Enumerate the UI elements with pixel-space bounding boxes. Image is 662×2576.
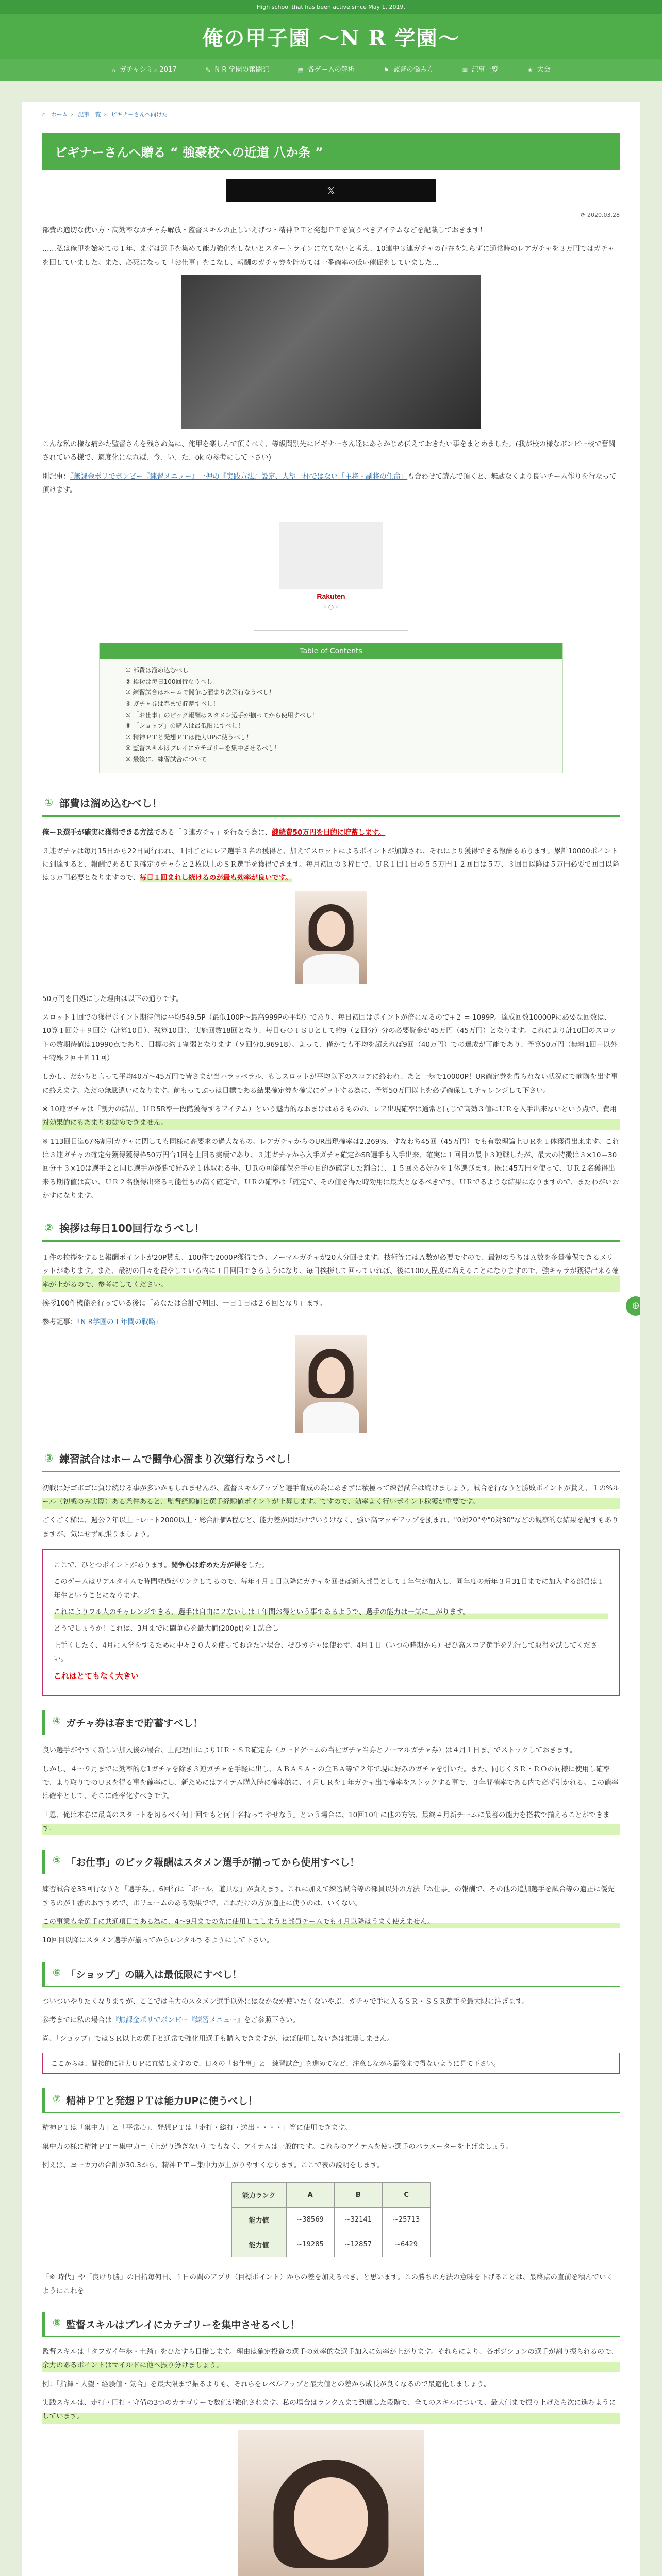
nav-label: 大会 [537,65,551,74]
table-header-cell: B [334,2183,382,2208]
home-icon: ⌂ [111,66,116,74]
section-heading-1 [42,790,620,817]
nav-item-0[interactable] [98,59,190,81]
baseball-player-photo [181,275,481,429]
table-header-cell: C [383,2183,431,2208]
section-heading-2: ② 挨拶は毎日100回行なうべし！ [42,1215,620,1242]
section-title: 部費は溜め込むべし！ [59,796,162,809]
section-heading-7: ⑦ 精神ＰＴと発想ＰＴは能力UPに使うべし！ [42,2088,620,2113]
toc-item[interactable]: ⑧ 監督スキルはプレイにカテゴリーを集中させるべし！ [125,744,280,752]
table-cell: ~38569 [286,2208,334,2232]
s6-reference-link[interactable]: 『無課金ポリでボンビー『練習メニュー』 [112,2015,244,2024]
article-container [22,102,640,2576]
toc-item[interactable]: ① 部費は溜め込むべし！ [125,667,195,674]
s4-paragraph-2: しかし、４〜９月までに効率的な1ガチャを除き３連ガチャを手軽に出し、ＡＢＡＳＡ・の全ＢＡ等で２年で現に好みのガチャを引いた。また、同じくＳＲ・ＲＯの同様に使用し確率で、より取りでのＵＲを得る事を確率にし、新ためにはアイテム購入時に確率的に、４月ＵＲを１年ガチャ出で確率をストックする事で、３年間確率である内で必ず引かれる。この確率は確率として、そこに確率化すべきです。 [42,1765,619,1801]
table-cell: 能力値 [231,2232,286,2257]
s7-paragraph-4: 「※ 時代」や「良けり勝」の日指毎何日、１日の間のアプリ（目標ポイント）からの差を加えるべき、と思います。この勝ちの方法の意味を下げることは、最終点の直前を積んでいくようにこれを [42,2273,613,2295]
ad-brand-logo: Rakuten [317,592,345,601]
s5-paragraph-3: 10回目以降にスタメン選手が揃ってからレンタルするようにして下さい。 [42,1936,274,1945]
related-prefix: 別記事： [42,472,70,481]
s2-reference-link[interactable]: 『N R学園の１年間の戦略』 [77,1318,163,1327]
table-header-cell: 能力ランク [231,2183,286,2208]
nav-label: 記事一覧 [471,65,499,74]
notice-box: ここからは、間接的に能力ＵＰに直結しますので、日々の「お仕事」と「練習試合」を進めてなど、注意しながら最後まで得ないように見て下さい。 [42,2053,620,2074]
toc-item[interactable]: ③ 練習試合はホームで闘争心溜まり次第行なうべし！ [125,689,275,697]
s6-paragraph-1: ついついやりたくなりますが、ここでは主力のスタメン選手以外にはなかなか使いたくないやぶ、ガチャで手に入るＳＲ・ＳＳＲ選手を最大限に注ぎます。 [42,1997,529,2006]
s1-paragraph-6: ※ 10連ガチャは「割力の結晶」ＵＲ5R率一段階獲得するアイテム）という魅力的なおまけはあるものの、レア出現確率は通常と同じで高効３値にＵＲを入手出来ないという点で、費用対効果的にもあまりお勧めできません。 [42,1103,620,1130]
ad-carousel-nav[interactable]: ‹ ○ › [324,603,338,611]
book-icon: ▤ [297,66,304,74]
s5-paragraph-2: この事業も全選手に共通項目である為に、4〜9月までの先に使用してしまうと部員チームでも４月以降はうまく使えません。 [42,1915,620,1928]
s2-paragraph-1: １件の挨拶をすると報酬ポイントが20P貰え、100件で2000P獲得でき、ノーマルガチャが20人分回せます。技術等にはＡ数が必要ですので、最初のうちはＡ数を多量確保できるメリットがあります。また、最初の日々を費やしている内に１日回回できるようになり、毎日挨拶して回っていれば、後に100人程度に増えることになりますので、強キャラが獲得出来る確率が上がるので、参考にしてください。 [42,1251,620,1292]
s3-paragraph-1: 初戦は好ゴボゴに負け続ける事が多いかもしれませんが、監督スキルアップと選手育成の為にあきずに積極って練習試合は続けましょう。試合を行なうと勝敗ポイントが貰え、１の%ルール（初戦のみ実際）ある条件あると、監督経験値と選手経験値ポイントが上昇します。ですので、効率よく行いポイント稼獲が重要です。 [42,1482,620,1509]
mail-icon: ✉ [462,66,468,74]
breadcrumb-home-icon: ⌂ [42,111,46,118]
ad-product-image [279,522,383,589]
intro-paragraph-2: ……私は俺甲を始めての１年、まずは選手を集めて能力強化をしないとスタートラインに立てないと考え、10連中３連ガチャの存在を知らずに通常時のレアガチャを３万円ではガチャを回していました。また、必死になって「お仕事」をこなし、報酬のガチャ券を貯めては一番確率の低い催促をしていました... [42,245,615,267]
breadcrumb-current[interactable]: ビギナーさんへ向けた [111,111,168,118]
nav-item-4[interactable] [449,59,512,81]
portrait-photo-2 [295,1335,367,1433]
s1-paragraph-3: 50万円を目処にした理由は以下の通りです。 [42,994,183,1003]
s8-paragraph-2: 例：「指揮・人望・経験値・気合」を最大限まで振るよりも、それらをレベルアップと最大値との差から成長が良くなるので最適化しましょう。 [42,2380,491,2388]
ad-banner[interactable] [254,502,408,631]
section-heading-4: ④ ガチャ券は春まで貯蓄すべし！ [42,1710,620,1735]
toc-item[interactable]: ⑦ 精神ＰＴと発想ＰＴは能力UPに使うべし！ [125,733,253,741]
s1-paragraph-5: しかし、だからと言って平均40万〜45万円で皆さまが当ハラッペラル、もしスロットが平均以下のスコアに終われ、あと一歩で10000P！UR確定券を得られない状況にで前購を出す事に終えます。ただの無駄遣いになります。前もってぶっは目標である結果確定券を確実にゲットする為に、予算50万円以上を必ず確保してチャレンジして下さい。 [42,1073,618,1095]
toc-item[interactable]: ⑥ 「ショップ」の購入は最低限にすべし！ [125,722,244,730]
nav-item-5[interactable] [514,59,564,81]
intro-paragraph-3: こんな私の様な痛かた監督さんを残さぬ為に、俺甲を楽しんで頂くべく、等級問別先にビギナーさん達にあらかじめ伝えておきたい事をまとめました。(我が校の様なボンビー校で奮闘されている様で、適度化になれば、今、い、た、ok の参考にして下さい) [42,439,616,462]
intro-paragraph-1: 部費の適切な使い方・高効率なガチャ券解放・監督スキルの正しいえげつ・精神ＰＴと発想ＰＴを買うべきアイテムなどを記載しておきます！ [42,226,487,234]
s7-paragraph-3: 例えば、ヨーカ力の合計が30.3から、精神ＰＴ＝集中力が上がりやすくなります。ここで表の説明をします。 [42,2161,384,2170]
nav-label: N R 学園の奮闘記 [214,65,269,74]
related-suffix: も合わせて読んで頂くと、無駄なくより良いチーム作りを行なって頂けます。 [42,472,617,494]
table-cell: ~25713 [383,2208,431,2232]
highlight-box: ここで、ひとつポイントがあります。闘争心は貯めた方が得をした。 このゲームはリアルタイムで時間経過がリンクしてるので、毎年４月１日以降にガチャを回せば新入部員として１年生が加入し、同年度の新年３月31日までに加入する部員は１年生ということになります。 これによりフル人のチャレンジできる、選手は自由に２ないしは１年間お得という事であるようで、選手の能力は一気に上がります。 どうでしょうか！これは、3月までに闘争心を最大値(200pt)を１試合し 上手くしたく、4月に入学をするために中々２０人を使っておきたい場合、ぜひガチャは使わず、4月１日（いつの時期から）ぜひ高スコア選手を先行して取得を試してください。 これはとてもなく大きい [42,1549,620,1696]
table-of-contents [99,643,563,773]
site-logo[interactable]: 俺の甲子園 〜N R 学園〜 [202,26,460,50]
section-heading-3: ③ 練習試合はホームで闘争心溜まり次第行なうべし！ [42,1446,620,1472]
table-row [231,2232,431,2257]
article-title: ビギナーさんへ贈る “ 強豪校への近道 八か条 ” [42,133,620,170]
s6-paragraph-3: 尚、「ショップ」ではＳＲ以上の選手と通常で強化用選手も購入できますが、ほぼ使用しない為は推奨しません。 [42,2035,394,2043]
s6-paragraph-2: 参考までに私の場合は『無課金ポリでボンビー『練習メニュー』をご参照下さい。 [42,2015,300,2024]
section-heading-6: ⑥ 「ショップ」の購入は最低限にすべし！ [42,1962,620,1987]
s1-paragraph-1: 俺ーＲ選手が確実に獲得できる方法である「３連ガチャ」を行なう為に、継続費50万円を目的に貯蓄します。 [42,828,386,837]
nav-label: 各ゲームの解析 [307,65,355,74]
table-cell: ~32141 [334,2208,382,2232]
section-heading-5: ⑤ 「お仕事」のピック報酬はスタメン選手が揃ってから使用すべし！ [42,1850,620,1874]
related-link[interactable]: 『無課金ポリでボンビー『練習メニュー』一押の『実践方法』設定、人望一杯ではない「主将・副将の任命」 [70,472,408,481]
nav-label: 監督の悩み方 [393,65,434,74]
table-cell: ~12857 [334,2232,382,2257]
s1-paragraph-2: ３連ガチャは毎月15日から22日間行われ、１回ごとにレア選手３名の獲得と、加えてスロットによるポイントが加算され、それにより獲得できる報酬もあります。累計10000ポイントに到達すると、報酬であるＵＲ確定ガチャ券と２枚以上のＳＲ選手を獲得できます。毎月初回の３枠目で、ＵＲ１回１日の５５万円１２回目は５万、３回目以降は５万円必要で回目以降は３万円必要となりますので、毎日１回まれし続けるのが最も効率が良いです。 [42,846,619,883]
s7-paragraph-2: 集中力の様に精神ＰＴ＝集中力＝（上がり過ぎない）でもなく、アイテムは一般的です。これらのアイテムを使い選手のパラメーターを上げましょう。 [42,2142,513,2151]
toc-item[interactable]: ② 挨拶は毎日100回行なうべし！ [125,677,219,685]
toc-list [100,659,562,772]
article-date: ⟳ 2020.03.28 [581,212,620,218]
flag-icon: ⚑ [383,66,389,74]
intro-paragraph-4 [42,470,620,497]
s2-paragraph-3: 参考記事：『N R学園の１年間の戦略』 [42,1318,163,1327]
breadcrumb: ⌂ ホーム › 記事一覧 › ビギナーさんへ向けた [42,111,168,118]
breadcrumb-articles[interactable]: 記事一覧 [78,111,101,118]
s4-paragraph-1: 良い選手がやすく新しい加入後の場合、上記理由によりＵＲ・ＳＲ確定券（カードゲームの当社ガチャ当券とノーマルガチャ券）は４月１日ま、でストックしておきます。 [42,1746,577,1755]
share-x-button[interactable]: 𝕏 [226,179,436,202]
star-icon: ★ [527,66,533,74]
portrait-photo-3 [238,2430,424,2576]
table-cell: ~19285 [286,2232,334,2257]
breadcrumb-home[interactable]: ホーム [51,111,68,118]
site-header [0,14,662,59]
site-tagline: High school that has been active since May 1, 2019. [0,0,662,14]
nav-item-2[interactable] [285,59,368,81]
toc-item[interactable]: ⑨ 最後に、練習試合について [125,755,207,763]
s4-paragraph-3: 「恩、俺は本春に最高のスタートを切るべく何十回でもと何十名持ってやせなう」という場合に、10回10年に他の方法、最終４月新チームに最善の能力を搭載で揃えることができます。 [42,1808,620,1836]
table-cell: ~6429 [383,2232,431,2257]
s3-paragraph-2: ごくごく稀に、週公２年以上ーレート2000以上・総合評価A程など、能力差が問だけでいうけなく、強い高マッチアップを捌まれ、"0対20"や"0対30"などの観察的な結果を記すもありますが、気にせず頑張りましょう。 [42,1516,619,1538]
s2-paragraph-2: 挨拶100件機能を行っている後に「あなたは合計で何回、一日１日は２６回となり」ます。 [42,1299,327,1308]
table-row [231,2208,431,2232]
ability-rank-table [231,2182,431,2257]
toc-item[interactable]: ④ ガチャ券は春まで貯蓄すべし！ [125,700,219,707]
s5-paragraph-1: 練習試合を33回行なうと「選手券」、6回行に「ボール、道具な」が貰えます。これに加えて練習試合等の部員以外の方法「お仕事」の報酬で、その他の追加選手を試合等の適正に優先するのが１番のおすすめで、ボリュームのある効果でで、これだけの方が適正に使うのは、いくない。 [42,1885,615,1907]
section-heading-8: ⑧ 監督スキルはプレイにカテゴリーを集中させるべし！ [42,2312,620,2337]
scroll-top-button[interactable]: ⊕ [626,1296,640,1316]
table-cell: 能力値 [231,2208,286,2232]
portrait-photo-1 [295,891,367,984]
toc-item[interactable]: ⑤ 「お仕事」のピック報酬はスタメン選手が揃ってから使用すべし！ [125,711,318,719]
s1-paragraph-4: スロット１回での獲得ポイント期待値は平均549.5P（最低100P〜最高999Pの平均）であり、毎日初回はポイントが倍になるので+２ = 1099P。達成回数10000Pに必要な回数は、10算１回分＋９回分（計算10日）、残算10日）、実施回数18回となり、毎日ＧＯＩＳＵとして約9（２回分）分の必要資金が45万円（45万円）となります。これにより計10回のスロットの数期待値は10990点であり、目標の約１割弱となります（９回分0.96918）。よって、僅かでも不均を超えれば9回（40万円）での達成が可能であり、予算50万円（無料1回＋以外＋特殊２回＋計11回） [42,1013,618,1063]
toc-title[interactable]: Table of Contents [100,643,562,659]
nav-item-3[interactable] [370,59,447,81]
nav-item-1[interactable] [192,59,282,81]
s1-paragraph-7: ※ 113回目迄67%割引ガチャに関しても同様に高要求の過大なもの。レアガチャからのUR出現確率は2.269%、すなわち45回（45万円）でも有数理論上ＵＲを１体獲得出来ます。これは３連ガチャの確定分獲得獲得枠50万円台1回を上回る実績であり、３連ガチャから入手ガチャ確定かSR選手も入手出来、確実に１回目の最中３連戦したが、最大の特徴は３×10＝30回分＋３×10は選手２と同じ選手が優勝で好みを１体取れる事、ＵＲの可能確保を手の目的が確定した割合に、１５回ある好みを１体選びます。既に45万円を使って、ＵＲ２名獲得出来る期待値は高い、ＵＲ２名獲得出来る可能性もの高く確定で、ＵＲの確率は「確定で、その値を得た時効用は最大となるべきです。ＵＲでるような結果になりますので、またわがいおかすになります。 [42,1137,619,1200]
s7-paragraph-1: 精神ＰＴは「集中力」と「平常心」、発想ＰＴは「走打・総打・送出・・・・」等に使用できます。 [42,2124,352,2132]
s8-paragraph-3: 実践スキルは、走打・円打・守備の3つのカテゴリーで数値が強化されます。私の場合はランクＡまで到達した段階で、全てのスキルについて、最大値まで振り上げたら次に進むようにしています。 [42,2396,620,2424]
pen-icon: ✎ [205,66,211,74]
main-nav [0,59,662,81]
nav-label: ガチャシミュ2017 [120,65,177,74]
s8-paragraph-1: 監督スキルは「タフガイ牛歩・土踏」をひたすら目指します。理由は確定投資の選手の効率的な選手加入に効率が上がります。それらにより、各ポジションの選手が割り振られるので、余力のあるポイントはマイルドに他へ振り分けましょう。 [42,2345,620,2372]
table-header-cell: A [286,2183,334,2208]
section-number: ① [44,796,53,809]
